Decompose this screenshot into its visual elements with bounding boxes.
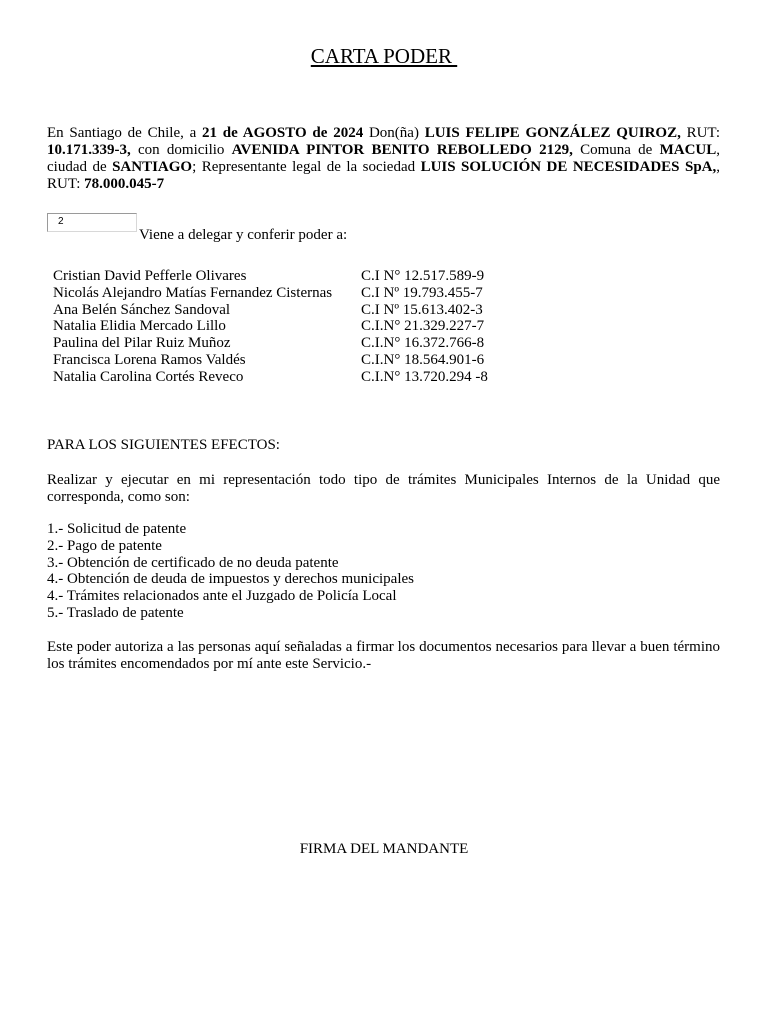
attorney-name: Cristian David Pefferle Olivares <box>53 268 247 284</box>
list-item: 5.- Traslado de patente <box>47 604 184 621</box>
grantor-rut: 10.171.339-3, <box>47 142 131 158</box>
delegation-label: Viene a delegar y conferir poder a: <box>139 227 348 243</box>
intro-text: ; Representante legal de la sociedad <box>192 159 421 175</box>
attorney-name: Ana Belén Sánchez Sandoval <box>53 301 231 318</box>
intro-text: con domicilio <box>130 142 232 158</box>
attorney-row <box>53 335 553 352</box>
list-item: 3.- Obtención de certificado de no deuda patente <box>47 554 339 571</box>
attorney-row <box>53 302 553 319</box>
attorney-row <box>53 369 553 386</box>
attorney-name: Nicolás Alejandro Matías Fernandez Cisternas <box>53 284 333 301</box>
attorney-list <box>53 268 553 386</box>
company-name: LUIS SOLUCIÓN DE NECESIDADES SpA, <box>420 159 717 175</box>
attorney-id: C.I.N° 16.372.766-8 <box>361 335 485 352</box>
body-paragraph: Realizar y ejecutar en mi representación todo tipo de trámites Municipales Internos de la Unidad que corresponda, como son: <box>47 472 720 505</box>
effects-heading: PARA LOS SIGUIENTES EFECTOS: <box>47 437 280 453</box>
document-title: CARTA PODER <box>310 44 458 68</box>
attorney-id: C.I.N° 18.564.901-6 <box>361 351 485 368</box>
intro-text: Comuna de <box>572 142 660 158</box>
grantor-city: SANTIAGO <box>112 159 193 175</box>
company-rut: 78.000.045-7 <box>84 176 165 192</box>
grantor-address: AVENIDA PINTOR BENITO REBOLLEDO 2129, <box>231 142 573 158</box>
attorney-id: C.I.N° 13.720.294 -8 <box>361 368 488 385</box>
list-item: 4.- Obtención de deuda de impuestos y derechos municipales <box>47 571 414 588</box>
intro-text: , RUT: <box>47 159 720 192</box>
attorney-name: Francisca Lorena Ramos Valdés <box>53 351 246 368</box>
list-item: 2.- Pago de patente <box>47 537 162 554</box>
attorney-row <box>53 268 553 285</box>
delegation-row <box>47 213 727 243</box>
attorney-name: Paulina del Pilar Ruiz Muñoz <box>53 335 231 352</box>
attorney-name: Natalia Elidia Mercado Lillo <box>53 318 226 335</box>
grantor-name: LUIS FELIPE GONZÁLEZ QUIROZ, <box>424 125 681 141</box>
signature-label: FIRMA DEL MANDANTE <box>299 841 469 857</box>
attorney-name: Natalia Carolina Cortés Reveco <box>53 368 244 385</box>
intro-text: RUT: <box>680 125 721 141</box>
attorney-row <box>53 285 553 302</box>
grantor-comuna: MACUL <box>659 142 717 158</box>
attorney-id: C.I N° 12.517.589-9 <box>361 268 485 284</box>
intro-paragraph <box>47 125 720 193</box>
intro-text: En Santiago de Chile, a <box>47 125 203 141</box>
list-item: 4.- Trámites relacionados ante el Juzgado de Policía Local <box>47 588 397 605</box>
attorney-row <box>53 352 553 369</box>
attorney-id: C.I Nº 19.793.455-7 <box>361 284 483 301</box>
list-item: 1.- Solicitud de patente <box>47 521 187 537</box>
intro-text: , ciudad de <box>47 142 720 175</box>
attorney-row <box>53 318 553 335</box>
form-field-input[interactable]: 2 <box>47 213 137 232</box>
date: 21 de AGOSTO de 2024 <box>202 125 364 141</box>
attorney-id: C.I.N° 21.329.227-7 <box>361 318 485 335</box>
task-list <box>47 521 414 622</box>
attorney-id: C.I Nº 15.613.402-3 <box>361 301 483 318</box>
intro-text: Don(ña) <box>363 125 425 141</box>
closing-paragraph: Este poder autoriza a las personas aquí señaladas a firmar los documentos necesarios para llevar a buen término los trámites encomendados por mí ante este Servicio.- <box>47 639 720 672</box>
